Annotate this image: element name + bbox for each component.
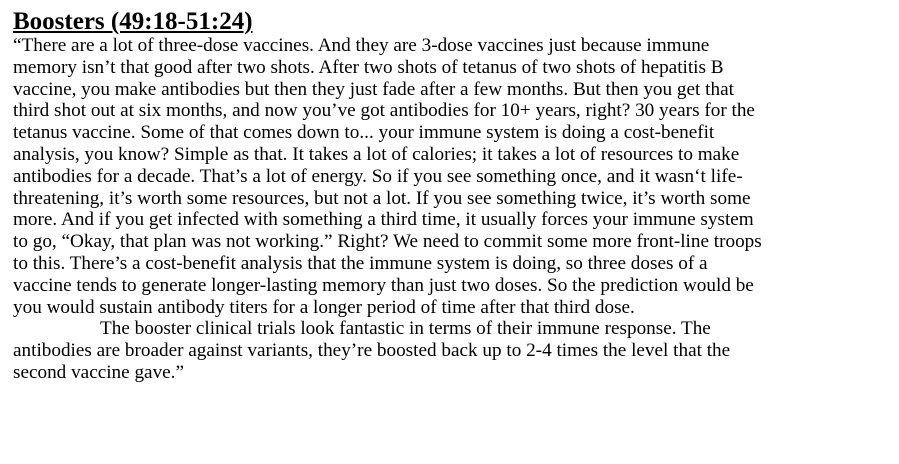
quote-paragraph-2: [13, 318, 893, 383]
text-line: vaccine tends to generate longer-lasting memory than just two doses. So the prediction would be: [13, 274, 754, 296]
document-page: [13, 9, 893, 384]
text-line: memory isn’t that good after two shots. After two shots of tetanus of two shots of hepatitis B: [13, 56, 724, 78]
text-line: more. And if you get infected with something a third time, it usually forces your immune system: [13, 209, 754, 231]
text-line: antibodies are broader against variants, they’re boosted back up to 2-4 times the level that the: [13, 340, 731, 362]
quote-paragraph-1: [13, 35, 893, 318]
text-line: antibodies for a decade. That’s a lot of energy. So if you see something once, and it wasn‘t life-: [13, 165, 743, 187]
text-line: to go, “Okay, that plan was not working.” Right? We need to commit some more front-line troops: [13, 231, 762, 253]
text-line: tetanus vaccine. Some of that comes down to... your immune system is doing a cost-benefit: [13, 122, 715, 144]
text-line: The booster clinical trials look fantastic in terms of their immune response. The: [100, 318, 711, 340]
text-line: “There are a lot of three-dose vaccines. And they are 3-dose vaccines just because immune: [13, 35, 710, 56]
text-line: you would sustain antibody titers for a longer period of time after that third dose.: [13, 296, 635, 318]
text-line: third shot out at six months, and now you’ve got antibodies for 10+ years, right? 30 years for the: [13, 100, 755, 122]
text-line: second vaccine gave.”: [13, 361, 184, 383]
section-heading: Boosters (49:18-51:24): [13, 8, 253, 35]
text-line: analysis, you know? Simple as that. It takes a lot of calories; it takes a lot of resources to make: [13, 143, 740, 165]
text-line: threatening, it’s worth some resources, but not a lot. If you see something twice, it’s worth some: [13, 187, 751, 209]
text-line: vaccine, you make antibodies but then they just fade after a few months. But then you get that: [13, 78, 734, 100]
text-line: to this. There’s a cost-benefit analysis that the immune system is doing, so three doses of a: [13, 252, 708, 274]
